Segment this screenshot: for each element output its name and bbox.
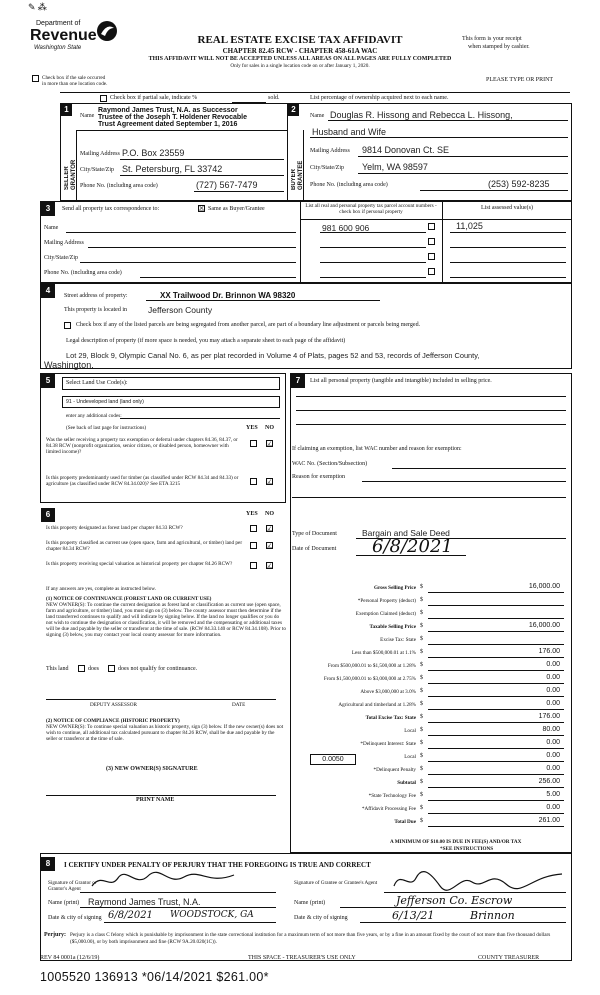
seller-name-3: Trust Agreement dated September 1, 2016 (98, 121, 238, 128)
personal-prop-checkbox-4[interactable] (428, 268, 435, 275)
section-2-badge: 2 (288, 104, 299, 116)
tax-row-label: Local (404, 728, 416, 734)
street-label: Street address of property: (64, 293, 128, 299)
doc-type: Bargain and Sale Deed (362, 528, 450, 538)
dept-name: Revenue (30, 27, 97, 44)
treasurer-stamp: 1005520 136913 *06/14/2021 $261.00* (40, 970, 269, 984)
tax-row-label: Excise Tax: State (380, 637, 416, 643)
seller-city-label: City/State/Zip (80, 167, 114, 173)
tax-row-value: 0.00 (546, 804, 560, 811)
s5-q1: Was the seller receiving a property tax exemption or deferral under chapters 84.36, 84.37, or 84.38 RCW (nonprofit organization, senior citizen, or disabled person, homeowner with limited income)? (46, 437, 238, 455)
grantor-signature (88, 870, 238, 892)
tax-row-value: 0.00 (546, 765, 560, 772)
does-label: does (88, 666, 99, 672)
notice-1-text: NEW OWNER(S): To continue the current designation as forest land or classification as current use (open space, farm and agriculture, or timber) land, you must sign on (3) below. The county assessor must then determine if the land transferred continues to qualify and will indicate by signing below. If the land no longer qualifies or you do not wish to continue the designation or classification, it will be removed and the compensating or additional taxes will be due and payable by the seller or transferor at the time of sale. (RCW 84.33.140 or RCW 84.34.108). Prior to signing (3) below, you may contact your local county assessor for more information. (46, 602, 286, 638)
print-name: PRINT NAME (136, 797, 175, 803)
tax-row-value: 261.00 (538, 817, 560, 824)
tax-row-value: 176.00 (538, 713, 560, 720)
section-4-badge: 4 (41, 284, 55, 298)
tax-row-dollar: $ (420, 727, 423, 733)
tax-row-value: 0.00 (546, 700, 560, 707)
legal-text-2: Washington. (44, 360, 94, 370)
signature-line (384, 892, 566, 893)
buyer-city-label: City/State/Zip (310, 165, 344, 171)
divider (300, 219, 572, 220)
see-back: (See back of last page for instructions) (66, 425, 147, 431)
legal-label: Legal description of property (if more space is needed, you may attach a separate sheet to each page of the affidavit) (66, 338, 346, 344)
s5-yes: YES (246, 425, 258, 431)
buyer-phone-label: Phone No. (including area code) (310, 182, 388, 188)
receipt-note-1: This form is your receipt (462, 36, 522, 42)
signature-line (46, 795, 276, 796)
tax-row-label: Total Excise Tax: State (365, 715, 416, 721)
grantor-name-label: Name (print) (48, 900, 80, 906)
field-line (328, 120, 568, 121)
wac-label: WAC No. (Section/Subsection) (292, 461, 368, 467)
legal-text: Lot 29, Block 9, Olympic Canal No. 6, as per plat recorded in Volume 4 of Plats, pages 52 and 53, records of Jefferson County, (66, 351, 480, 360)
buyer-name-2: Husband and Wife (312, 127, 387, 137)
receipt-note-2: when stamped by cashier. (468, 44, 530, 50)
divider (76, 130, 77, 201)
s6-yes: YES (246, 511, 258, 517)
form-number: REV 84 0001a (12/6/19) (40, 955, 100, 961)
grantor-city: WOODSTOCK, GA (170, 910, 254, 920)
treasurer-space: THIS SPACE - TREASURER'S USE ONLY (248, 955, 356, 961)
tax-row-line (428, 761, 564, 762)
buyer-city: Yelm, WA 98597 (362, 162, 428, 172)
field-line (66, 232, 296, 233)
tax-row-dollar: $ (420, 610, 423, 616)
notice-2-title: (2) NOTICE OF COMPLIANCE (HISTORIC PROPERTY) (46, 718, 180, 724)
tax-row-line (428, 696, 564, 697)
section-5-badge: 5 (41, 374, 55, 388)
multi-location-label-2: in more than one location code. (42, 81, 108, 87)
county-treasurer: COUNTY TREASURER (478, 955, 540, 961)
grantee-name: Jefferson Co. Escrow (396, 894, 513, 907)
grantor-date-label: Date & city of signing (48, 915, 102, 921)
grantee-date: 6/13/21 (392, 909, 435, 922)
certify-title: I CERTIFY UNDER PENALTY OF PERJURY THAT THE FOREGOING IS TRUE AND CORRECT (64, 861, 371, 869)
doc-type-label: Type of Document (292, 531, 337, 537)
s6-q1: Is this property designated as forest land per chapter 84.33 RCW? (46, 525, 183, 531)
s3-phone-label: Phone No. (including area code) (44, 270, 122, 276)
buyer-name-1: Douglas R. Hissong and Rebecca L. Hissong, (330, 110, 513, 120)
field-line (292, 497, 566, 498)
buyer-mailing: 9814 Donovan Ct. SE (362, 145, 450, 155)
land-use-code: 91 - Undeveloped land (land only) (66, 399, 144, 405)
located-label: This property is located in (64, 307, 127, 313)
multi-location-label: Check box if the sale occurred (42, 75, 106, 81)
s6-q2: Is this property classified as current use (open space, farm and agricultural, or timber) land per chapter 84.34 RCW? (46, 540, 243, 552)
field-line (358, 156, 568, 157)
field-line (420, 190, 568, 191)
grantor-sig-label: Signature of Grantor or Grantor's Agent (48, 880, 97, 892)
tax-row-label: Less than $500,000.01 at 1.1% (351, 650, 416, 656)
ownership-label: List percentage of ownership acquired next to each name. (310, 95, 449, 101)
tax-row-value: 256.00 (538, 778, 560, 785)
tax-row-line (428, 631, 564, 632)
tax-row-dollar: $ (420, 623, 423, 629)
tax-row-label: Above $3,000,000 at 3.0% (360, 689, 416, 695)
tax-row-label: Total Due (394, 819, 416, 825)
seller-city: St. Petersburg, FL 33742 (122, 164, 223, 174)
field-line (310, 137, 568, 138)
field-line (450, 262, 566, 263)
tax-row-line (428, 592, 564, 593)
form-title: REAL ESTATE EXCISE TAX AFFIDAVIT (197, 34, 403, 46)
field-line (146, 300, 380, 301)
tax-row-line (428, 813, 564, 814)
dept-top: Department of (36, 20, 81, 27)
tax-row-line (428, 826, 564, 827)
tax-row-value: 80.00 (542, 726, 560, 733)
revenue-swoosh-icon (96, 20, 118, 42)
form-only-for: Only for sales in a single location code on or after January 1, 2020. (230, 63, 370, 69)
notice-1-title: (1) NOTICE OF CONTINUANCE (FOREST LAND OR CURRENT USE) (46, 596, 212, 602)
revenue-logo (30, 14, 120, 54)
s6-q1-yes[interactable] (250, 525, 257, 532)
s6-no: NO (265, 511, 274, 517)
check-icon: ☑ (266, 541, 274, 550)
personal-prop-label: List all personal property (tangible and intangible) included in selling price. (310, 378, 492, 384)
tax-row-label: Local (404, 754, 416, 760)
tax-row-label: *Delinquent Interest: State (360, 741, 416, 747)
tax-row-line (428, 683, 564, 684)
s6-q2-yes[interactable] (250, 542, 257, 549)
tax-row-line (428, 800, 564, 801)
deputy-assessor: DEPUTY ASSESSOR (90, 702, 137, 708)
county: Jefferson County (148, 305, 213, 315)
tax-row-label: Taxable Selling Price (369, 624, 416, 630)
tax-row-line (428, 644, 564, 645)
additional-codes-label: enter any additional codes: (66, 413, 122, 419)
personal-prop-checkbox-1[interactable] (428, 223, 435, 230)
tax-row-value: 0.00 (546, 752, 560, 759)
tax-row-dollar: $ (420, 662, 423, 668)
perjury-label: Perjury: (44, 932, 66, 938)
s5-q1-yes[interactable] (250, 440, 257, 447)
assessed-header: List assessed value(s) (481, 205, 533, 211)
tax-row-line (428, 618, 564, 619)
dept-state: Washington State (34, 45, 82, 51)
tax-row-dollar: $ (420, 792, 423, 798)
grantee-signature (390, 868, 566, 892)
tax-row-line (428, 657, 564, 658)
partial-sale-label: Check box if partial sale, indicate % (110, 95, 198, 101)
send-correspondence-label: Send all property tax correspondence to: (62, 206, 160, 212)
check-icon: ☑ (266, 477, 274, 486)
tax-row-dollar: $ (420, 649, 423, 655)
field-line (80, 907, 276, 908)
personal-prop-checkbox-3[interactable] (428, 253, 435, 260)
field-line (296, 396, 566, 397)
signature-line (80, 892, 276, 893)
field-line (88, 247, 296, 248)
new-owner-sig: (3) NEW OWNER(S) SIGNATURE (106, 766, 198, 772)
assessed-value: 11,025 (456, 221, 483, 231)
divider (287, 103, 288, 201)
tax-row-line (428, 709, 564, 710)
tax-row-line (428, 748, 564, 749)
form-chapter: CHAPTER 82.45 RCW - CHAPTER 458-61A WAC (222, 47, 378, 55)
tax-row-line (428, 670, 564, 671)
seller-mailing-label: Mailing Address (80, 151, 120, 157)
s6-q3: Is this property receiving special valuation as historical property per chapter 84.26 RCW? (46, 561, 233, 567)
doc-date: 6/8/2021 (372, 536, 453, 557)
tax-row-dollar: $ (420, 584, 423, 590)
tax-row-line (428, 605, 564, 606)
tax-row-dollar: $ (420, 766, 423, 772)
grantee-date-label: Date & city of signing (294, 915, 348, 921)
field-line (450, 277, 566, 278)
s3-city-label: City/State/Zip (44, 255, 78, 261)
personal-prop-checkbox-2[interactable] (428, 238, 435, 245)
tax-row-value: 5.00 (546, 791, 560, 798)
tax-row-line (428, 774, 564, 775)
tax-row-value: 16,000.00 (528, 583, 560, 590)
tax-row-label: From $1,500,000.01 to $3,000,000 at 2.75% (323, 676, 416, 682)
field-line (360, 922, 566, 923)
grantee-name-label: Name (print) (294, 900, 326, 906)
field-line (80, 262, 296, 263)
check-icon: ☑ (266, 524, 274, 533)
section-3-badge: 3 (41, 202, 55, 216)
tax-row-dollar: $ (420, 779, 423, 785)
seller-mailing: P.O. Box 23559 (122, 148, 185, 158)
field-line (320, 277, 426, 278)
tax-row-label: Subtotal (397, 780, 416, 786)
s6-q3-yes[interactable] (250, 562, 257, 569)
field-line (450, 232, 566, 233)
tax-row-label: *Affidavit Processing Fee (361, 806, 416, 812)
field-line (104, 922, 276, 923)
field-line (120, 418, 280, 419)
form-warning: THIS AFFIDAVIT WILL NOT BE ACCEPTED UNLESS ALL AREAS ON ALL PAGES ARE FULLY COMPLETED (148, 56, 452, 62)
s5-q2-yes[interactable] (250, 478, 257, 485)
field-line (120, 159, 284, 160)
field-line (320, 232, 426, 233)
field-line (194, 191, 284, 192)
buyer-mailing-label: Mailing Address (310, 148, 350, 154)
tax-row-line (428, 722, 564, 723)
section-8-badge: 8 (41, 857, 55, 871)
tax-row-value: 0.00 (546, 661, 560, 668)
field-line (296, 424, 566, 425)
parcel-number: 981 600 906 (322, 223, 370, 233)
tax-row-dollar: $ (420, 805, 423, 811)
tax-row-dollar: $ (420, 701, 423, 707)
tax-row-dollar: $ (420, 753, 423, 759)
tax-row-line (428, 787, 564, 788)
doc-date-label: Date of Document (292, 546, 337, 552)
s3-name-label: Name (44, 225, 59, 231)
land-use-label: Select Land Use Code(s): (66, 380, 128, 386)
perjury-text: Perjury is a class C felony which is punishable by imprisonment in the state correctional institution for a maximum term of not more than five years, or by a fine in an amount fixed by the court of not more than five thousand dollars ($5,000.00), or by both imprisonment and fine (RCW 9A.20.020(1C)). (70, 932, 551, 945)
if-yes: If any answers are yes, complete as instructed below. (46, 586, 157, 592)
notice-2-text: NEW OWNER(S): To continue special valuation as historic property, sign (3) below. If the new owner(s) does not wish to continue, all additional tax calculated pursuant to chapter 84.26 RCW, shall be due and payable by the seller or transferor at the time of sale. (46, 724, 284, 742)
section-7-badge: 7 (291, 374, 305, 388)
s3-mailing-label: Mailing Address (44, 240, 84, 246)
segregated-checkbox[interactable] (64, 322, 71, 329)
tax-row-label: From $500,000.01 to $1,500,000 at 1.28% (327, 663, 416, 669)
field-line (392, 468, 566, 469)
signature-line (46, 699, 276, 700)
tax-row-label: *State Technology Fee (368, 793, 416, 799)
see-instructions: *SEE INSTRUCTIONS (440, 846, 494, 852)
exemption-label: If claiming an exemption, list WAC number and reason for exemption: (292, 446, 462, 452)
check-icon: ☑ (266, 439, 274, 448)
grantee-signature-icon (390, 868, 566, 892)
tax-row-label: Exemption Claimed (deduct) (355, 611, 416, 617)
partial-sale-checkbox[interactable] (100, 95, 107, 102)
divider (300, 201, 301, 283)
seller-side-label: SELLER GRANTOR (64, 159, 77, 190)
tax-row-dollar: $ (420, 688, 423, 694)
sold-label: sold. (268, 95, 280, 101)
tax-row-dollar: $ (420, 714, 423, 720)
field-line (120, 175, 284, 176)
tax-row-dollar: $ (420, 636, 423, 642)
seller-phone: (727) 567-7479 (196, 180, 258, 190)
does-not-label: does not qualify for continuance. (118, 666, 198, 672)
check-icon: ☑ (266, 561, 274, 570)
divider (60, 92, 570, 93)
seller-name-2: Trustee of the Joseph T. Holdener Revocable (98, 114, 247, 121)
seller-name-1: Raymond James Trust, N.A. as Successor (98, 107, 238, 114)
grantor-signature-icon (88, 870, 238, 892)
tax-row-value: 176.00 (538, 648, 560, 655)
field-line (356, 555, 466, 556)
tax-row-label: *Personal Property (deduct) (357, 598, 416, 604)
tax-row-value: 0.00 (546, 674, 560, 681)
s5-q2: Is this property predominantly used for timber (as classified under RCW 84.34 and 84.33) or agriculture (as classified under RCW 84.34.020)? See ETA 3215 (46, 475, 239, 487)
divider (442, 201, 443, 283)
buyer-side-label: BUYER GRANTEE (291, 160, 304, 190)
field-line (358, 173, 568, 174)
grantee-sig-label: Signature of Grantee or Grantee's Agent (294, 880, 378, 886)
divider (303, 130, 304, 201)
buyer-phone: (253) 592-8235 (488, 179, 550, 189)
field-line (320, 247, 426, 248)
tax-row-dollar: $ (420, 597, 423, 603)
grantee-city: Brinnon (470, 909, 515, 922)
segregated-label: Check box if any of the listed parcels are being segregated from another parcel, are part of a boundary line adjustment or parcels being merged. (76, 322, 421, 328)
deputy-date: DATE (232, 702, 246, 708)
this-land-label: This land (46, 666, 69, 672)
field-line (140, 277, 296, 278)
field-line (450, 247, 566, 248)
tax-row-line (428, 735, 564, 736)
tax-row-label: Gross Selling Price (374, 585, 416, 591)
seller-phone-label: Phone No. (including area code) (80, 183, 158, 189)
tax-row-dollar: $ (420, 675, 423, 681)
section-1-badge: 1 (61, 104, 72, 116)
does-checkbox[interactable] (78, 665, 85, 672)
tax-row-dollar: $ (420, 818, 423, 824)
buyer-name-label: Name (310, 113, 325, 119)
seller-name-label: Name (80, 113, 95, 119)
check-icon: ☒ (198, 204, 206, 213)
field-line (296, 410, 566, 411)
grantor-name: Raymond James Trust, N.A. (88, 897, 201, 907)
does-not-checkbox[interactable] (108, 665, 115, 672)
please-type: PLEASE TYPE OR PRINT (486, 77, 554, 83)
multi-location-checkbox[interactable] (32, 75, 39, 82)
tax-row-value: 16,000.00 (528, 622, 560, 629)
same-as-buyer-label: Same as Buyer/Grantee (208, 206, 265, 212)
scan-mark: ✎ ⁂ (28, 2, 47, 12)
field-line (320, 262, 426, 263)
reason-label: Reason for exemption (292, 474, 345, 480)
local-rate: 0.0050 (322, 756, 344, 763)
grantor-date: 6/8/2021 (108, 910, 153, 921)
divider (76, 130, 287, 131)
tax-row-value: 0.00 (546, 739, 560, 746)
s5-no: NO (265, 425, 274, 431)
tax-row-value: 0.00 (546, 687, 560, 694)
minimum-note: A MINIMUM OF $10.00 IS DUE IN FEE(S) AND/OR TAX (390, 839, 522, 845)
field-line (340, 907, 566, 908)
street-address: XX Trailwood Dr. Brinnon WA 98320 (160, 291, 296, 300)
field-line (362, 481, 566, 482)
section-6-badge: 6 (41, 508, 55, 522)
parcel-header: List all real and personal property tax parcel account numbers - check box if personal property (305, 203, 437, 215)
tax-row-label: Agricultural and timberland at 1.28% (338, 702, 416, 708)
tax-row-dollar: $ (420, 740, 423, 746)
tax-row-label: *Delinquent Penalty (373, 767, 416, 773)
